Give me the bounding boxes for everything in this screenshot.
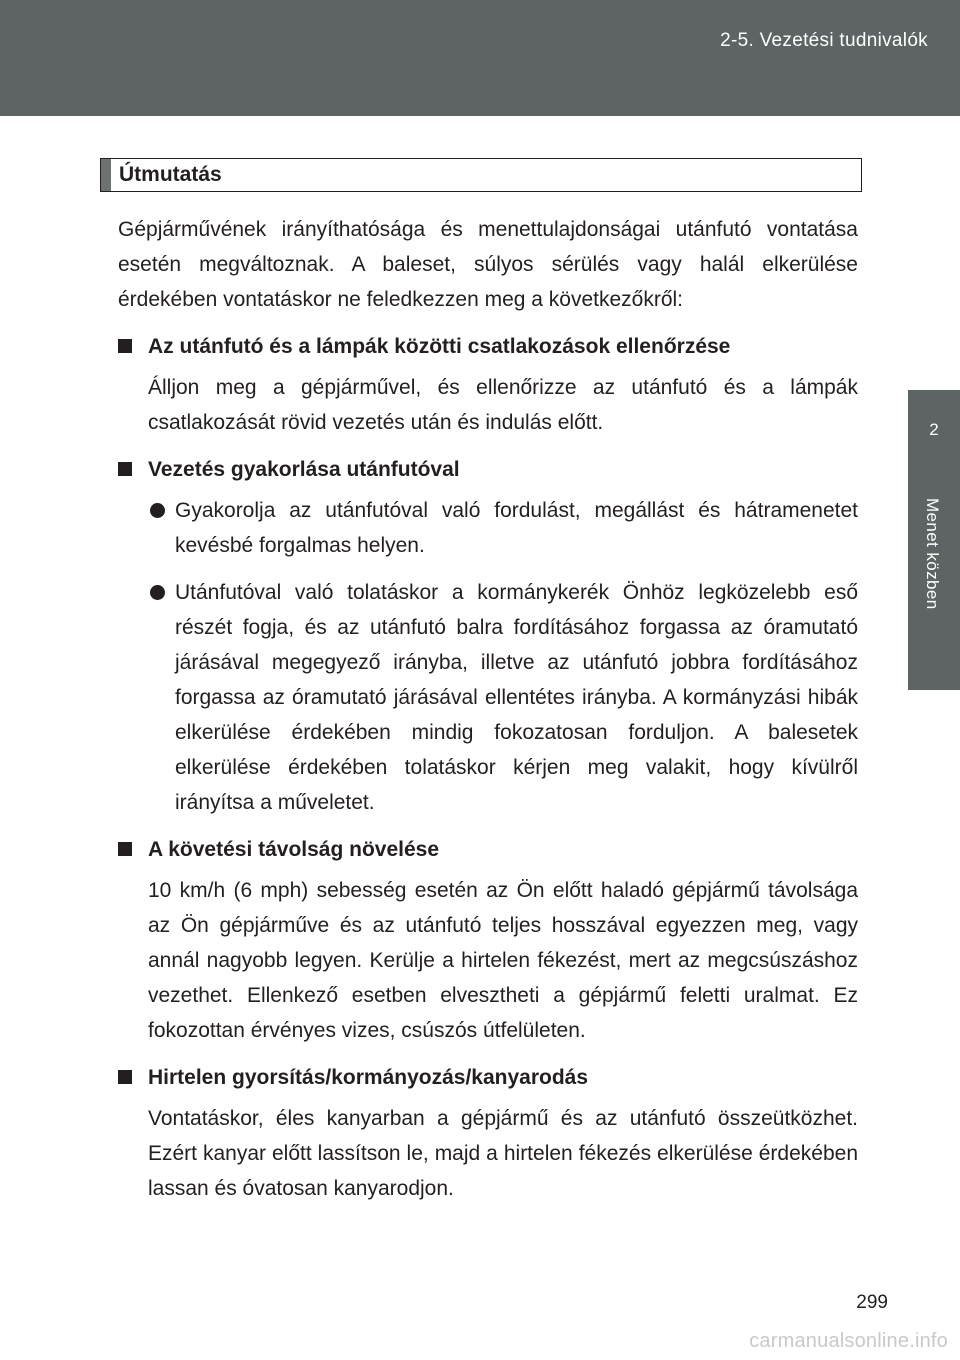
chapter-tab xyxy=(908,390,960,690)
watermark: carmanualsonline.info xyxy=(749,1330,948,1352)
item-heading xyxy=(100,832,862,867)
item-text: Vontatáskor, éles kanyarban a gépjármű és az utánfutó összeütközhet. Ezért kanyar előtt lassítson le, majd a hirtelen fékezés elkerülése érdekében lassan és óvatosan kanyarodjon. xyxy=(148,1107,858,1200)
section-heading: Útmutatás xyxy=(119,163,222,186)
item-heading xyxy=(100,1060,862,1095)
item-title: A követési távolság növelése xyxy=(148,838,440,861)
item-following-distance xyxy=(100,832,862,1048)
item-sudden-maneuvers xyxy=(100,1060,862,1206)
item-title: Hirtelen gyorsítás/kormányozás/kanyarodás xyxy=(148,1066,589,1089)
item-heading xyxy=(100,452,862,487)
bullet-item xyxy=(100,493,862,563)
item-connections xyxy=(100,329,862,440)
item-title: Vezetés gyakorlása utánfutóval xyxy=(148,458,460,481)
item-title: Az utánfutó és a lámpák közötti csatlakozások ellenőrzése xyxy=(148,335,731,358)
header-bar xyxy=(0,0,960,116)
chapter-label: Menet közben xyxy=(923,498,942,610)
square-bullet-icon xyxy=(118,1070,132,1084)
bullet-text: Gyakorolja az utánfutóval való fordulást, megállást és hátramenetet kevésbé forgalmas helyen. xyxy=(175,499,858,557)
circle-bullet-icon xyxy=(150,503,165,518)
bullet-item xyxy=(100,575,862,820)
intro-paragraph: Gépjárművének irányíthatósága és menettulajdonságai utánfutó vontatása esetén megváltoznak. A baleset, súlyos sérülés vagy halál elkerülése érdekében vontatáskor ne feledkezzen meg a következőkről: xyxy=(118,218,858,311)
main-content xyxy=(100,158,862,1206)
square-bullet-icon xyxy=(118,339,132,353)
chapter-number: 2 xyxy=(929,420,939,439)
item-text: Álljon meg a gépjárművel, és ellenőrizze az utánfutó és a lámpák csatlakozását rövid vezetés után és indulás előtt. xyxy=(148,376,858,434)
item-text: 10 km/h (6 mph) sebesség esetén az Ön előtt haladó gépjármű távolsága az Ön gépjárműve és az utánfutó teljes hosszával egyezzen meg, vagy annál nagyobb legyen. Kerülje a hirtelen fékezést, mert az megcsúszáshoz vezethet. Ellenkező esetben elvesztheti a gépjármű feletti uralmat. Ez fokozottan érvényes vizes, csúszós útfelületen. xyxy=(148,879,858,1042)
page-number: 299 xyxy=(856,1292,888,1313)
section-heading-box xyxy=(100,158,862,192)
circle-bullet-icon xyxy=(150,585,165,600)
heading-accent-bar xyxy=(101,159,111,191)
section-title: 2-5. Vezetési tudnivalók xyxy=(720,30,928,51)
square-bullet-icon xyxy=(118,842,132,856)
item-heading xyxy=(100,329,862,364)
item-practice xyxy=(100,452,862,820)
square-bullet-icon xyxy=(118,462,132,476)
bullet-text: Utánfutóval való tolatáskor a kormánykerék Önhöz legközelebb eső részét fogja, és az utánfutó balra fordításához forgassa az óramutató járásával megegyező irányba, illetve az utánfutó jobbra fordításához forgassa az óramutató járásával ellentétes irányba. A kormányzási hibák elkerülése érdekében mindig fokozatosan forduljon. A balesetek elkerülése érdekében tolatáskor kérjen meg valakit, hogy kívülről irányítsa a műveletet. xyxy=(175,581,858,814)
